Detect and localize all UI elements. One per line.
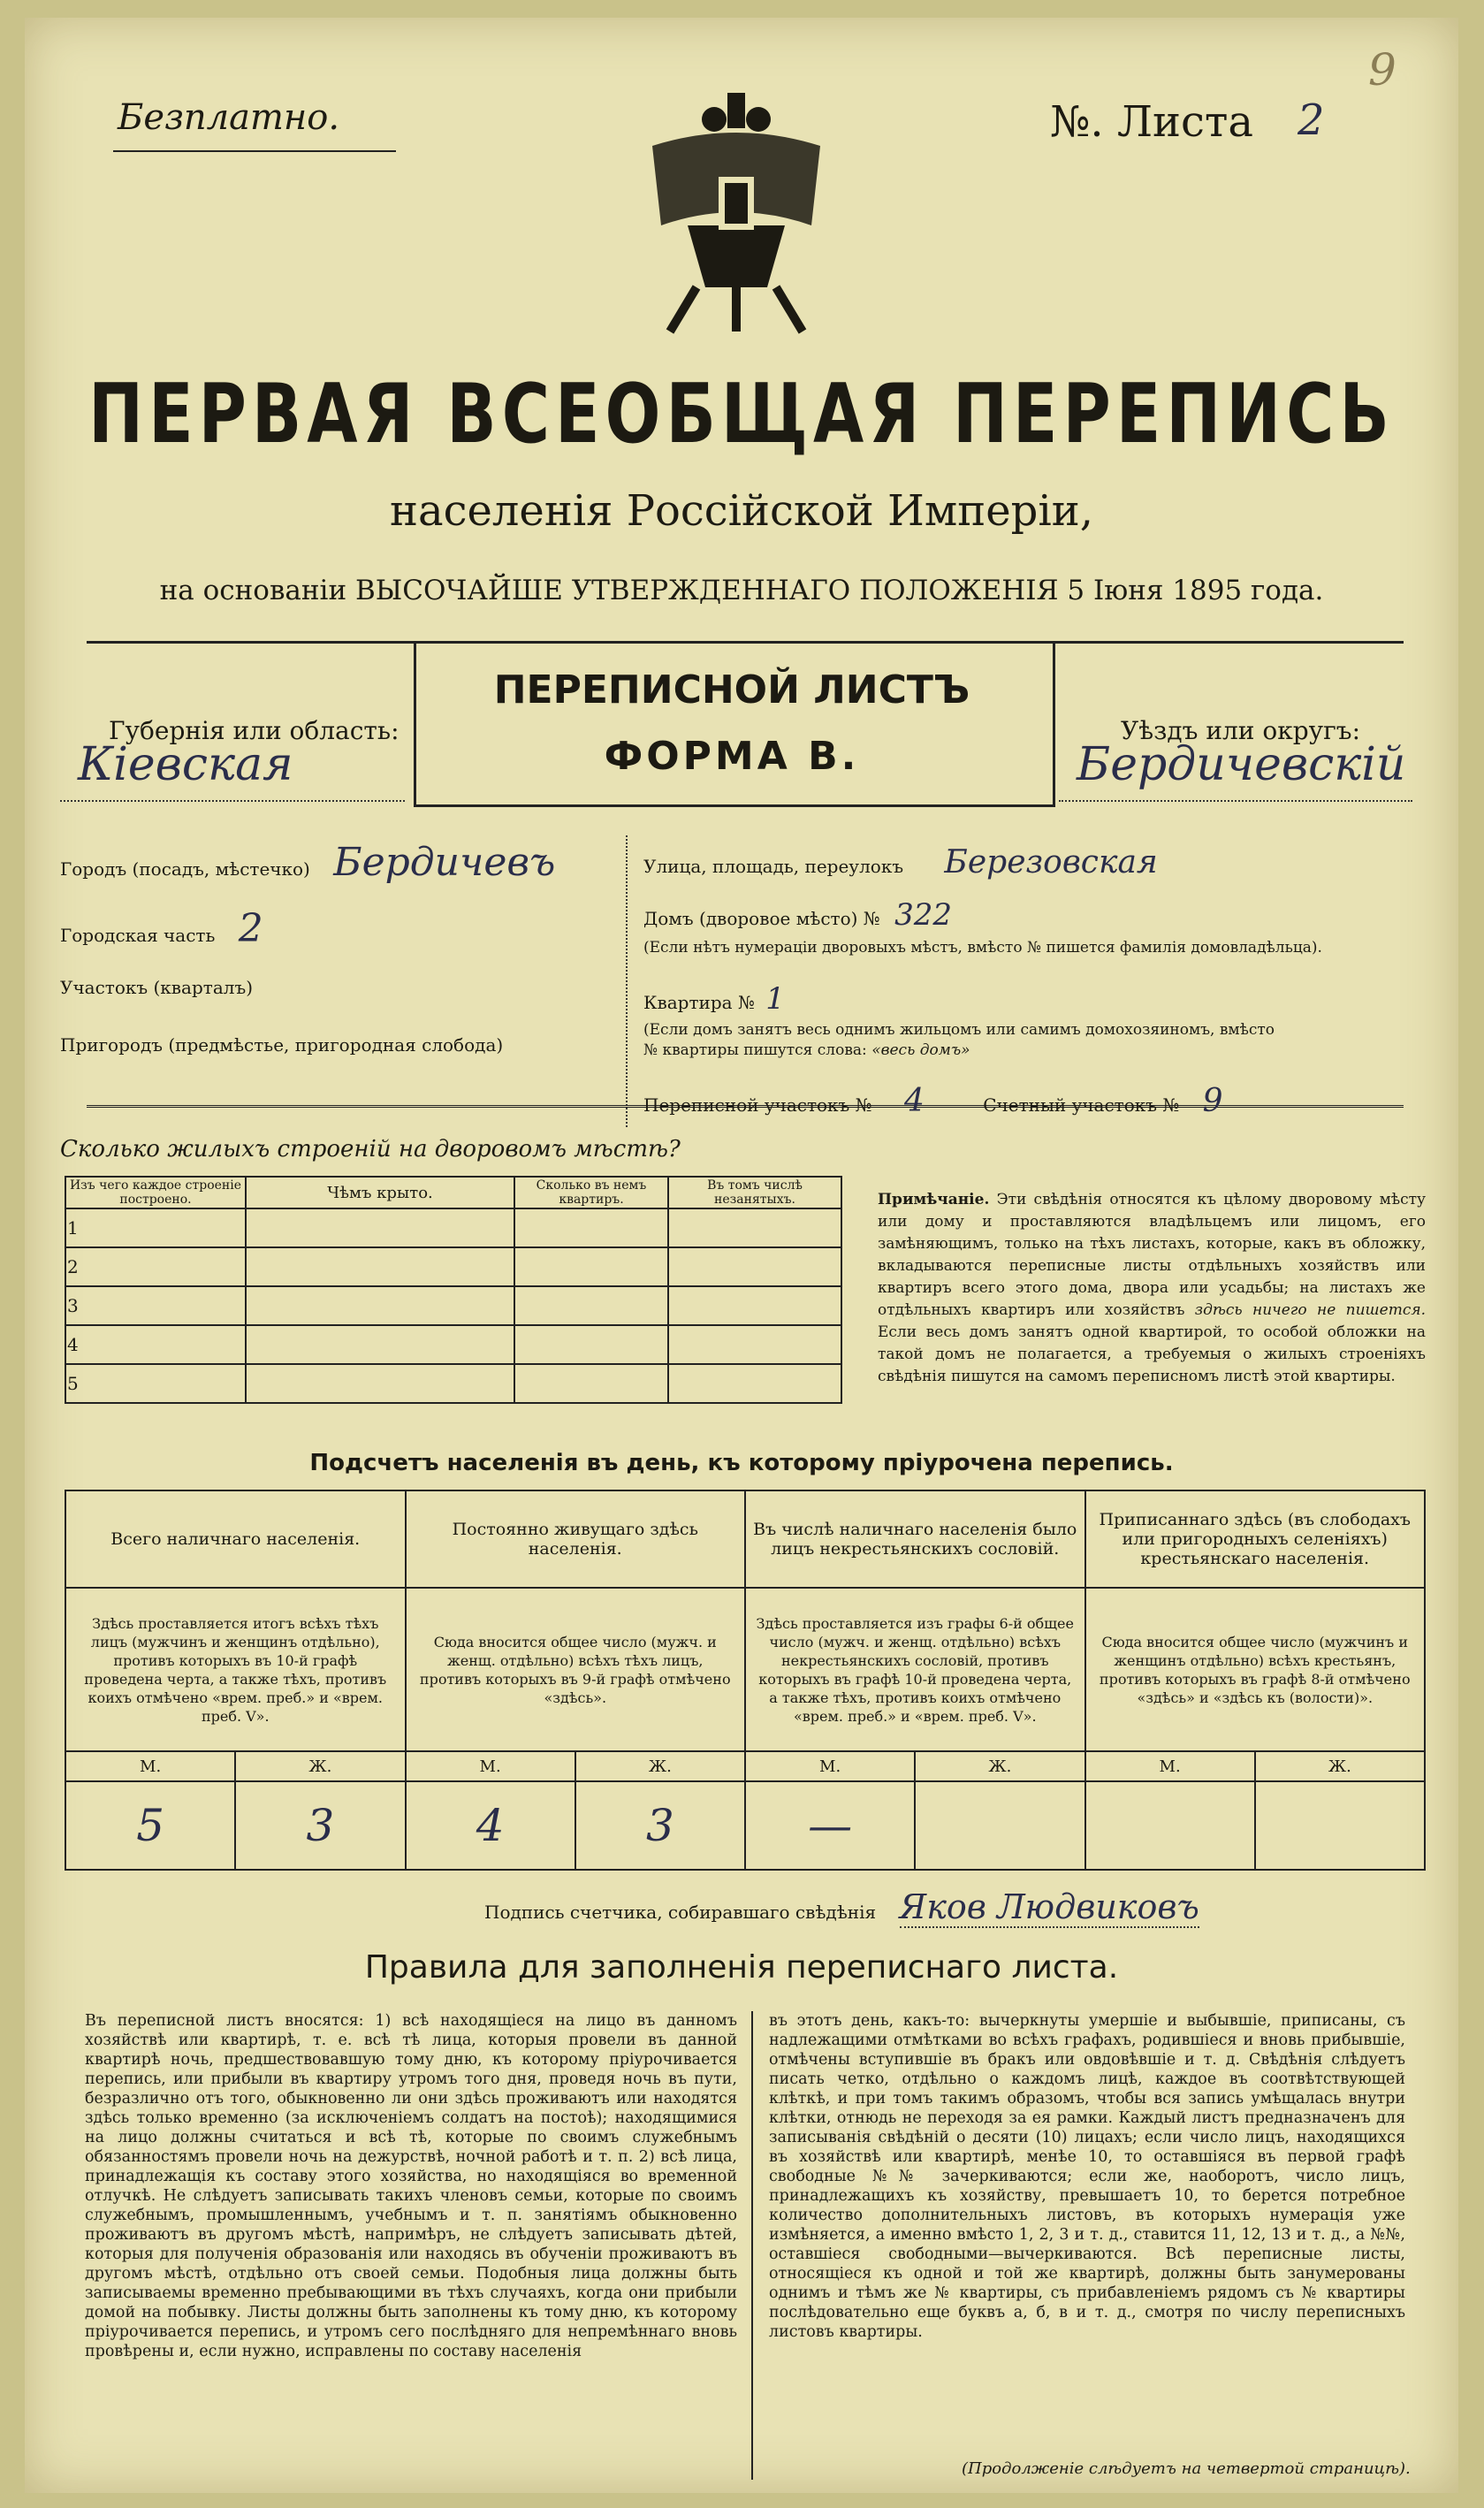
header-rule [113, 150, 396, 152]
signature-value[interactable]: Яков Людвиковъ [899, 1887, 1199, 1926]
female-label: Ж. [915, 1751, 1084, 1781]
count-col-head: Въ числѣ наличнаго населенія было лицъ некрестьянскихъ сословій. [745, 1490, 1085, 1588]
census-sheet [25, 18, 1458, 2493]
suburb-label: Пригородъ (предмѣстье, пригородная слобода) [60, 1034, 504, 1056]
count-col-desc: Сюда вносится общее число (мужчинъ и женщинъ отдѣльно) всѣхъ крестьянъ, противъ которыхъ въ графѣ 8-й отмѣчено «здѣсь» и «здѣсь къ (волости)». [1085, 1588, 1426, 1751]
apartment-value[interactable]: 1 [765, 981, 785, 1017]
subtitle: населенія Россійской Имперіи, [390, 486, 1093, 536]
form-letter: ФОРМА В. [604, 734, 860, 779]
female-count[interactable] [1255, 1781, 1425, 1870]
rules-title: Правила для заполненія переписнаго листа. [364, 1949, 1119, 1986]
imperial-eagle-icon [635, 84, 838, 336]
male-count[interactable] [1085, 1781, 1255, 1870]
male-label: М. [745, 1751, 915, 1781]
free-label: Безплатно. [118, 97, 340, 138]
rules-right-column: въ этотъ день, какъ-то: вычеркнуты умершіе и выбывшіе, приписаны, съ надлежащими отмѣтками во всѣхъ графахъ, родившіеся и вновь прибывшіе, отмѣчены вступившіе въ бракъ или овдовѣвшіе и т. д. Свѣдѣнія слѣдуетъ писать четко, отдѣльно о каждомъ лицѣ, каждое въ соотвѣтствующей клѣткѣ, и при томъ такимъ образомъ, чтобы вся запись умѣщалась внутри клѣтки, отнюдь не переходя за ея рамки. Каждый листъ предназначенъ для записыванія свѣдѣній о десяти (10) лицахъ; если число лицъ, находящихся въ хозяйствѣ или квартирѣ, менѣе 10, то оставшіяся въ первой графѣ свободные №№ зачеркиваются; если же, наоборотъ, число лицъ, принадлежащихъ къ хозяйству, превышаетъ 10, то берется потребное количество дополнительныхъ листовъ, въ которыхъ нумерація уже измѣняется, а именно вмѣсто 1, 2, 3 и т. д., ставится 11, 12, 13 и т. д., а №№, оставшіеся свободными—вычеркиваются. Всѣ переписные листы, относящіеся къ одной и той же квартирѣ, должны быть занумерованы однимъ и тѣмъ же № квартиры, съ прибавленіемъ рядомъ съ № квартиры послѣдовательно еще буквъ а, б, в и т. д., смотря по числу переписныхъ листовъ квартиры. [769, 2012, 1405, 2341]
female-count[interactable] [915, 1781, 1084, 1870]
female-count[interactable]: 3 [235, 1781, 405, 1870]
form-title-box [414, 641, 1055, 807]
count-col-head: Приписаннаго здѣсь (въ слободахъ или пригородныхъ селеніяхъ) крестьянскаго населенія. [1085, 1490, 1426, 1588]
quarter-label: Участокъ (кварталъ) [60, 977, 253, 998]
note-head: Примѣчаніе. [878, 1191, 990, 1208]
census-district-label: Переписной участокъ № [643, 1094, 872, 1116]
form-title: ПЕРЕПИСНОЙ ЛИСТЪ [493, 667, 970, 713]
district-value[interactable]: Бердичевскій [1077, 738, 1406, 791]
apartment-note-2-text: № квартиры пишутся слова: [643, 1041, 867, 1059]
rules-divider [751, 2011, 753, 2480]
male-label: М. [65, 1751, 235, 1781]
buildings-row-num: 1 [65, 1208, 246, 1247]
count-col-head: Постоянно живущаго здѣсь населенія. [406, 1490, 746, 1588]
apartment-note-2-italic: «весь домъ» [871, 1041, 970, 1059]
apartment-label: Квартира № [643, 992, 755, 1013]
district-label: Уѣздъ или округъ: [1121, 716, 1361, 745]
province-value[interactable]: Кіевская [78, 738, 293, 791]
population-count-table [65, 1490, 1426, 1871]
census-district-field [643, 1083, 1223, 1119]
house-note: (Если нѣтъ нумераціи дворовыхъ мѣстъ, вмѣсто № пишется фамилія домовладѣльца). [643, 939, 1322, 957]
note-italic: здѣсь ничего не пишется. [1194, 1301, 1426, 1319]
house-field [643, 897, 952, 933]
apartment-field [643, 981, 785, 1017]
buildings-header-apartments: Сколько въ немъ квартиръ. [514, 1177, 668, 1208]
house-value[interactable]: 322 [894, 897, 952, 933]
signature-field [484, 1887, 1199, 1926]
main-title: ПЕРВАЯ ВСЕОБЩАЯ ПЕРЕПИСЬ [88, 367, 1395, 462]
district-line [1059, 800, 1412, 802]
city-value[interactable]: Бердичевъ [333, 840, 556, 885]
city-label: Городъ (посадъ, мѣстечко) [60, 858, 310, 880]
corner-mark: 9 [1368, 44, 1396, 95]
female-count[interactable]: 3 [575, 1781, 745, 1870]
buildings-row-num: 3 [65, 1286, 246, 1325]
count-table-title: Подсчетъ населенія въ день, къ которому пріурочена перепись. [309, 1450, 1174, 1476]
basis-line: на основаніи ВЫСОЧАЙШЕ УТВЕРЖДЕННАГО ПОЛОЖЕНІЯ 5 Іюня 1895 года. [159, 575, 1324, 606]
count-col-desc: Здѣсь проставляется изъ графы 6-й общее число (мужч. и женщ. отдѣльно) всѣхъ некрестьянскихъ сословій, противъ которыхъ въ графѣ 10-й проведена черта, а также тѣхъ, противъ коихъ отмѣчено «врем. преб.» и «врем. преб. V». [745, 1588, 1085, 1751]
buildings-table [65, 1176, 842, 1404]
count-district-label: Счетный участокъ № [983, 1094, 1180, 1116]
buildings-question: Сколько жилыхъ строеній на дворовомъ мѣстѣ? [60, 1136, 681, 1163]
female-label: Ж. [1255, 1751, 1425, 1781]
city-part-field [60, 906, 608, 951]
sheet-number-value[interactable]: 2 [1298, 95, 1325, 145]
buildings-header-vacant: Въ томъ числѣ незанятыхъ. [668, 1177, 841, 1208]
male-count[interactable]: — [745, 1781, 915, 1870]
sheet-number-label: №. Листа [1050, 97, 1254, 147]
rules-left-column: Въ переписной листъ вносятся: 1) всѣ находящіеся на лицо въ данномъ хозяйствѣ или квартирѣ, т. е. всѣ тѣ лица, которыя провели въ данной квартирѣ ночь, предшествовавшую тому дню, къ которому пріурочивается перепись, или прибыли въ квартиру утромъ того дня, проведя ночь въ пути, безразлично отъ того, обыкновенно ли они здѣсь проживаютъ или находятся здѣсь только временно (за исключеніемъ солдатъ на постоѣ); находящимися на лицо должны считаться и всѣ тѣ, которые по своимъ служебнымъ обязанностямъ провели ночь на дежурствѣ, ночной работѣ и т. п. 2) всѣ лица, принадлежащія къ составу этого хозяйства, но находящіяся во временной отлучкѣ. Не слѣдуетъ записывать такихъ членовъ семьи, которые по своимъ служебнымъ, промышленнымъ, учебнымъ и т. п. занятіямъ обыкновенно проживаютъ въ другомъ мѣстѣ, напримѣръ, не слѣдуетъ записывать дѣтей, которыя для полученія образованія или находясь въ обученіи проживаютъ въ другомъ мѣстѣ, отдѣльно отъ своей семьи. Подобныя лица должны быть записываемы временно пребывающими въ тѣхъ случаяхъ, когда они прибыли домой на побывку. Листы должны быть заполнены къ тому дню, къ которому пріурочивается перепись, и утромъ сего послѣдняго для непремѣннаго вновь провѣрены и, если нужно, исправлены по составу населенія [85, 2012, 737, 2360]
apartment-note-1: (Если домъ занятъ весь однимъ жильцомъ или самимъ домохозяиномъ, вмѣсто [643, 1021, 1275, 1039]
province-line [60, 800, 405, 802]
street-field [643, 844, 1158, 880]
note-text: Эти свѣдѣнія относятся къ цѣлому дворовому мѣсту или дому и проставляются владѣльцемъ или лицомъ, его замѣняющимъ, только на тѣхъ листахъ, которые, какъ въ обложку, вкладываются переписные листы отдѣльныхъ хозяйствъ или квартиръ всего этого дома, двора или усадьбы; на листахъ же отдѣльныхъ квартиръ или хозяйствъ [878, 1191, 1426, 1319]
province-label: Губернія или область: [109, 716, 400, 745]
street-label: Улица, площадь, переулокъ [643, 856, 904, 877]
suburb-field [60, 1034, 608, 1056]
buildings-row-num: 2 [65, 1247, 246, 1286]
census-district-value[interactable]: 4 [903, 1083, 925, 1119]
buildings-header-roof: Чѣмъ крыто. [246, 1177, 514, 1208]
quarter-field [60, 977, 608, 998]
rules-continued: (Продолженіе слѣдуетъ на четвертой страницѣ). [962, 2459, 1411, 2478]
street-value[interactable]: Березовская [944, 844, 1158, 880]
count-district-value[interactable]: 9 [1202, 1083, 1223, 1119]
count-col-desc: Здѣсь проставляется итогъ всѣхъ тѣхъ лицъ (мужчинъ и женщинъ отдѣльно), противъ которыхъ въ 10-й графѣ проведена черта, а также тѣхъ, противъ коихъ отмѣчено «врем. преб.» и «врем. преб. V». [65, 1588, 406, 1751]
city-part-label: Городская часть [60, 925, 216, 946]
buildings-row-num: 5 [65, 1364, 246, 1403]
note-text-2: Если весь домъ занятъ одной квартирой, то особой обложки на такой домъ не полагается, а требуемыя о жилыхъ строеніяхъ свѣдѣнія пишутся на самомъ переписномъ листѣ этой квартиры. [878, 1323, 1426, 1385]
male-label: М. [1085, 1751, 1255, 1781]
male-count[interactable]: 4 [406, 1781, 575, 1870]
female-label: Ж. [235, 1751, 405, 1781]
buildings-header-material: Изъ чего каждое строеніе построено. [65, 1177, 246, 1208]
female-label: Ж. [575, 1751, 745, 1781]
note-block [878, 1189, 1426, 1388]
signature-label: Подпись счетчика, собиравшаго свѣдѣнія [484, 1902, 877, 1923]
count-col-desc: Сюда вносится общее число (мужч. и женщ. отдѣльно) всѣхъ тѣхъ лицъ, противъ которыхъ въ 9-й графѣ отмѣчено «здѣсь». [406, 1588, 746, 1751]
male-count[interactable]: 5 [65, 1781, 235, 1870]
male-label: М. [406, 1751, 575, 1781]
buildings-row-num: 4 [65, 1325, 246, 1364]
city-part-value[interactable]: 2 [238, 906, 263, 951]
count-col-head: Всего наличнаго населенія. [65, 1490, 406, 1588]
vertical-divider [626, 835, 628, 1127]
house-label: Домъ (дворовое мѣсто) № [643, 908, 880, 929]
apartment-note-2 [643, 1041, 970, 1059]
city-field [60, 840, 608, 885]
